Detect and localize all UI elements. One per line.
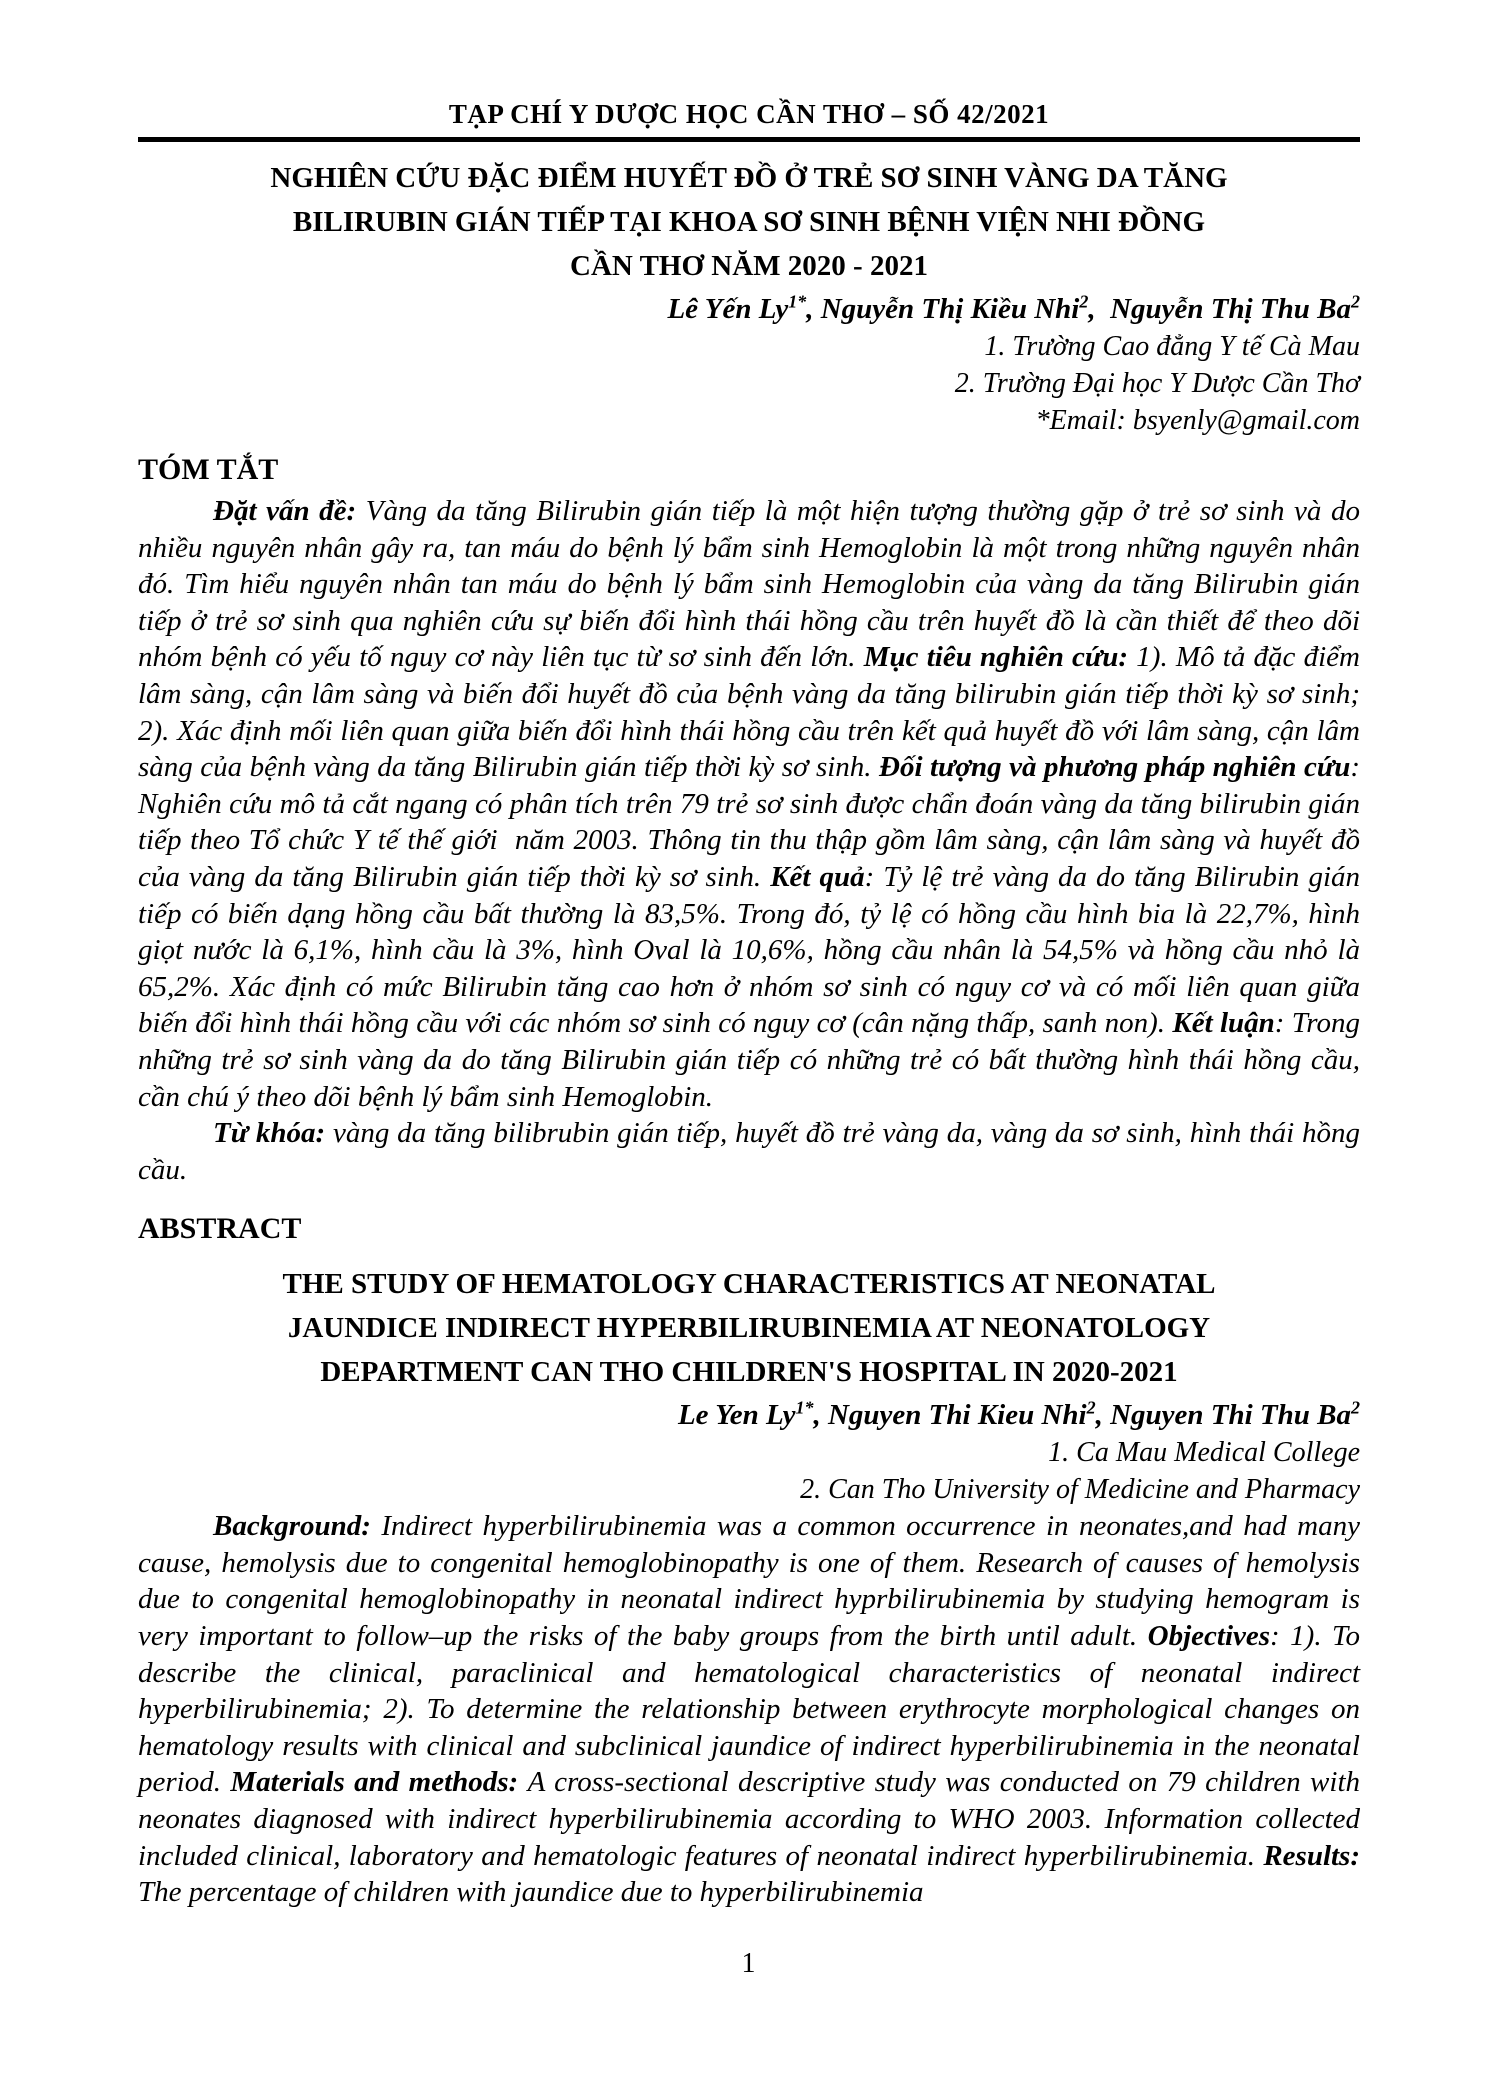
authors-en: Le Yen $Ly^{1*}$, Nguyen Thi Kieu Nhi$^2$, Nguyen Thi Thu Ba$^2$ (677, 1397, 1360, 1432)
abstract-heading-vi: TÓM TẮT (138, 453, 279, 486)
abstract-paragraph-en: Background: Indirect hyperbilirubinemia was a common occurrence in neonates,and had many cause, hemolysis due to congenital hemoglobinopathy is one of them. Research of causes of hemolysis due to congenital hemoglobinopathy in neonatal indirect hyprbilirubinemia by studying hemogram is very important to follow–up the risks of the baby groups from the birth until adult. Objectives: 1). To describe the clinical, paraclinical and hematological characteristics of neonatal indirect hyperbilirubinemia; 2). To determine the relationship between erythrocyte morphological changes on hematology results with clinical and subclinical jaundice of indirect hyperbilirubinemia in the neonatal period. Materials and methods: A cross-sectional descriptive study was conducted on 79 children with neonates diagnosed with indirect hyperbilirubinemia according to WHO 2003. Information collected included clinical, laboratory and hematologic features of neonatal indirect hyperbilirubinemia. Results: The percentage of children with jaundice due to hyperbilirubinemia (138, 1510, 1361, 1909)
authors-vi: Lê Yến $Ly^{1*}$, Nguyễn Thị Kiều Nhi$^2$, Nguyễn Thị Thu Ba$^2$ (667, 291, 1360, 325)
page-number: 1 (741, 1948, 756, 1979)
article-title-vi-line: CẦN THƠ NĂM 2020 - 2021 (570, 250, 928, 282)
article-title-en-line: DEPARTMENT CAN THO CHILDREN'S HOSPITAL IN 2020-2021 (320, 1356, 1178, 1389)
header-divider (138, 137, 1360, 142)
abstract-paragraph-vi: Đặt vấn đề: Vàng da tăng Bilirubin gián tiếp là một hiện tượng thường gặp ở trẻ sơ sinh và do nhiều nguyên nhân gây ra, tan máu do bệnh lý bẩm sinh Hemoglobin là một trong những nguyên nhân đó. Tìm hiểu nguyên nhân tan máu do bệnh lý bẩm sinh Hemoglobin của vàng da tăng Bilirubin gián tiếp ở trẻ sơ sinh qua nghiên cứu sự biến đổi hình thái hồng cầu trên huyết đồ là cần thiết để theo dõi nhóm bệnh có yếu tố nguy cơ này liên tục từ sơ sinh đến lớn. Mục tiêu nghiên cứu: 1). Mô tả đặc điểm lâm sàng, cận lâm sàng và biến đổi huyết đồ của bệnh vàng da tăng bilirubin gián tiếp thời kỳ sơ sinh; 2). Xác định mối liên quan giữa biến đổi hình thái hồng cầu trên kết quả huyết đồ với lâm sàng, cận lâm sàng của bệnh vàng da tăng Bilirubin gián tiếp thời kỳ sơ sinh. Đối tượng và phương pháp nghiên cứu: Nghiên cứu mô tả cắt ngang có phân tích trên 79 trẻ sơ sinh được chẩn đoán vàng da tăng bilirubin gián tiếp theo Tổ chức Y tế thế giới năm 2003. Thông tin thu thập gồm lâm sàng, cận lâm sàng và huyết đồ của vàng da tăng Bilirubin gián tiếp thời kỳ sơ sinh. Kết quả: Tỷ lệ trẻ vàng da do tăng Bilirubin gián tiếp có biến dạng hồng cầu bất thường là 83,5%. Trong đó, tỷ lệ có hồng cầu hình bia là 22,7%, hình giọt nước là 6,1%, hình cầu là 3%, hình Oval là 10,6%, hồng cầu nhân là 54,5% và hồng cầu nhỏ là 65,2%. Xác định có mức Bilirubin tăng cao hơn ở nhóm sơ sinh có nguy cơ và có mối liên quan giữa biến đổi hình thái hồng cầu với các nhóm sơ sinh có nguy cơ (cân nặng thấp, sanh non). Kết luận: Trong những trẻ sơ sinh vàng da do tăng Bilirubin gián tiếp có những trẻ có bất thường hình thái hồng cầu, cần chú ý theo dõi bệnh lý bẩm sinh Hemoglobin. (138, 495, 1361, 1113)
article-title-vi (138, 156, 1360, 288)
affiliation-en-1: 1. Ca Mau Medical College (1048, 1437, 1360, 1469)
journal-header: TẠP CHÍ Y DƯỢC HỌC CẦN THƠ – SỐ 42/2021 (448, 99, 1050, 129)
article-title-vi-line: NGHIÊN CỨU ĐẶC ĐIỂM HUYẾT ĐỒ Ở TRẺ SƠ SINH VÀNG DA TĂNG (270, 162, 1228, 194)
keywords-vi: Từ khóa: vàng da tăng bilibrubin gián tiếp, huyết đồ trẻ vàng da, vàng da sơ sinh, hình thái hồng cầu. (138, 1117, 1360, 1186)
affiliation-en-2: 2. Can Tho University of Medicine and Pharmacy (800, 1474, 1360, 1506)
abstract-heading-en: ABSTRACT (138, 1212, 302, 1246)
article-title-en-line: JAUNDICE INDIRECT HYPERBILIRUBINEMIA AT NEONATOLOGY (287, 1312, 1211, 1345)
article-title-en-line: THE STUDY OF HEMATOLOGY CHARACTERISTICS AT NEONATAL (282, 1268, 1216, 1301)
affiliation-vi-1: 1. Trường Cao đẳng Y tế Cà Mau (984, 331, 1360, 362)
article-title-vi-line: BILIRUBIN GIÁN TIẾP TẠI KHOA SƠ SINH BỆNH VIỆN NHI ĐỒNG (292, 206, 1206, 238)
article-title-en (138, 1262, 1360, 1394)
email-line: *Email: bsyenly@gmail.com (1035, 405, 1360, 436)
affiliation-vi-2: 2. Trường Đại học Y Dược Cần Thơ (954, 368, 1360, 399)
